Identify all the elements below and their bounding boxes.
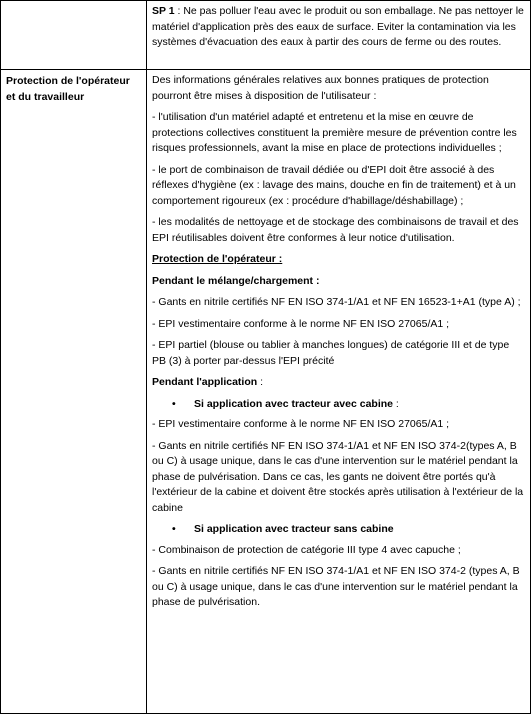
bullet-icon: •	[172, 523, 176, 535]
row2-content-cell	[147, 70, 531, 714]
no-cabin-heading: Si application avec tracteur sans cabine	[194, 523, 394, 535]
no-cabin-bullet	[152, 522, 526, 538]
mixing-item-1: - Gants en nitrile certifiés NF EN ISO 374-1/A1 et NF EN 16523-1+A1 (type A) ;	[152, 296, 521, 308]
info-item-2: - le port de combinaison de travail dédiée ou d'EPI doit être associé à des réflexes d'hygiène (ex : lavage des mains, douche en fin de traitement) et à un comportement rigoureux (ex : procédure d'habillage/déshabillage) ;	[152, 163, 516, 207]
sp-label: SP 1	[152, 5, 175, 17]
intro-paragraph: Des informations générales relatives aux bonnes pratiques de protection pourront être mises à disposition de l'utilisateur :	[152, 74, 489, 102]
table-row-sp1	[1, 1, 531, 70]
info-item-1: - l'utilisation d'un matériel adapté et entretenu et la mise en œuvre de protections collectives constituent la première mesure de prévention contre les risques professionnels, avant la mise en place de protections individuelles ;	[152, 111, 517, 154]
cabin-heading: Si application avec tracteur avec cabine	[194, 397, 394, 410]
no-cabin-item-2: - Gants en nitrile certifiés NF EN ISO 374-1/A1 et NF EN ISO 374-2 (types A, B ou C) à usage unique, dans le cas d'une intervention sur le matériel pendant la phase de pulvérisation.	[152, 565, 520, 608]
row1-label-cell	[1, 1, 147, 70]
cabin-bullet	[152, 397, 526, 413]
row2-label-cell: Protection de l'opérateur et du travailleur	[1, 70, 147, 714]
application-heading: Pendant l'application	[152, 376, 258, 388]
cabin-item-1: - EPI vestimentaire conforme à le norme NF EN ISO 27065/A1 ;	[152, 418, 450, 430]
operator-protection-heading: Protection de l'opérateur :	[152, 253, 283, 265]
mixing-heading: Pendant le mélange/chargement :	[152, 274, 320, 287]
sp-text: : Ne pas polluer l'eau avec le produit ou son emballage. Ne pas nettoyer le matériel d'application près des eaux de surface. Eviter la contamination via les systèmes d'évacuation des eaux à partir des cours de ferme ou des routes.	[152, 5, 524, 48]
bullet-icon: •	[172, 397, 176, 410]
application-colon: :	[257, 376, 264, 388]
mixing-item-3: - EPI partiel (blouse ou tablier à manches longues) de catégorie III et de type PB (3) à porter par-dessus l'EPI précité	[152, 339, 510, 367]
no-cabin-item-1: - Combinaison de protection de catégorie III type 4 avec capuche ;	[152, 543, 461, 556]
cabin-item-2: - Gants en nitrile certifiés NF EN ISO 374-1/A1 et NF EN ISO 374-2(types A, B ou C) à usage unique, dans le cas d'une intervention sur le matériel pendant la phase de pulvérisation. Dans ce cas, les gants ne doivent être portés qu'à l'extérieur de la cabine et doivent être stockés après utilisation à l'extérieur de la cabine	[152, 439, 524, 514]
info-item-3: - les modalités de nettoyage et de stockage des combinaisons de travail et des EPI réutilisables doivent être conformes à leur notice d'utilisation.	[152, 216, 519, 244]
mixing-item-2: - EPI vestimentaire conforme à le norme NF EN ISO 27065/A1 ;	[152, 317, 450, 330]
application-heading-line	[152, 375, 526, 391]
cabin-colon: :	[393, 397, 399, 410]
table-row-protection	[1, 70, 531, 714]
row1-content-cell	[147, 1, 531, 70]
